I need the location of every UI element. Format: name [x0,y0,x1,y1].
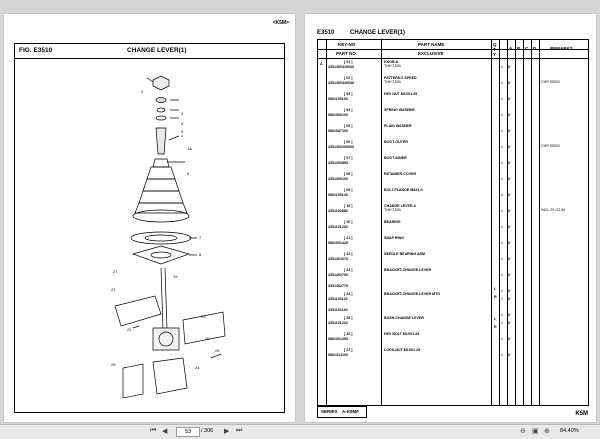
part-number: 9891001420 [328,241,348,245]
applicability-mark: X [508,313,511,317]
part-number: 9891314100 [328,353,348,357]
quantity: 1 [501,113,503,117]
key-no: [ 08 ] [344,172,353,176]
part-number: 3351402770 [328,284,348,288]
side-letter: R [494,295,497,299]
key-no: [ 01 ] [344,60,353,64]
col-line [507,40,511,405]
part-number: 3351300200000 [328,145,354,149]
part-number: 9881001250 [328,337,348,341]
side-letter: L [494,317,497,321]
applicability-mark: X [508,289,511,293]
part-name: NEEDLE BEARING ASM [384,252,425,256]
part-number: 9891105100 [328,97,348,101]
quantity: 1 [501,97,503,101]
part-number: 3351102885 [328,209,348,213]
part-name: PATTERN 6 SPEED [384,76,417,80]
model-tag: <K5M> [272,20,289,26]
part-number: 3351300100 [328,177,348,181]
zoom-level[interactable]: 84.40% [560,428,579,434]
zoom-in-icon[interactable]: ⊕ [544,428,550,435]
applicability-mark: X [508,161,511,165]
part-number: 9891506100 [328,113,348,117]
callout-19: 19 [173,274,178,279]
key-no: [ 05 ] [344,124,353,128]
callout-8: 8 [199,252,202,257]
key-no: [ 22 ] [344,252,353,256]
exploded-diagram [15,58,284,412]
quantity: 1 [501,289,503,293]
applicability-mark: X [508,241,511,245]
callout-23: 23 [201,314,206,319]
callout-24: 24 [195,365,200,370]
parts-table [317,39,589,406]
part-name: RETAINER-COVER [384,172,417,176]
callout-1a: 1A [187,146,192,151]
applicability-mark: X [508,337,511,341]
figure-number: FIG. E3510 [19,47,53,54]
remark: INCL.20~22,80 [541,208,566,212]
quantity: 1 [501,81,503,85]
quantity: 1 [501,273,503,277]
applicability-mark: X [508,113,511,117]
last-page-icon[interactable]: ⏭ [236,427,243,434]
col-line [523,40,524,405]
part-sub: THK*T500 [384,80,401,84]
callout-6: 6 [187,171,190,176]
part-number: 9891105140 [328,193,348,197]
quantity: 1 [501,241,503,245]
col-line [491,40,492,405]
quantity: 1 [501,129,503,133]
part-name: HEX BOLT M10X1.25 [384,332,420,336]
key-no: [ 24 ] [344,292,353,296]
applicability-mark: X [508,145,511,149]
section-title: CHANGE LEVER(1) [350,30,406,36]
part-sub: THK*T500 [384,208,401,212]
col-line [515,40,516,405]
page-number-input[interactable]: 53 [176,427,200,437]
applicability-mark: X [508,225,511,229]
quantity: 1 [501,161,503,165]
callout-22: 22 [127,327,132,332]
col-line [539,40,540,405]
quantity: 1 [501,145,503,149]
col-header-c: C [525,46,529,51]
part-sub: THK*T500 [384,64,401,68]
quantity: 1 [501,313,503,317]
col-header-part-name: PART NAME [418,42,445,47]
quantity: 1 [501,353,503,357]
part-name: BUSH-CHANGE LEVER [384,316,424,320]
col-header-remarks: REMARKS [550,46,573,51]
col-header-exclusive: EXCLUSIVE [418,51,444,56]
col-line [381,40,382,405]
key-no: [ 09 ] [344,188,353,192]
callout-25: 25 [215,348,220,353]
callout-1: 1 [181,133,184,138]
figure-frame [14,43,285,413]
first-page-icon[interactable]: ⏮ [150,427,157,434]
part-number: 9891687100 [328,129,348,133]
part-name: LOCK-NUT M10X1.25 [384,348,421,352]
prev-page-icon[interactable]: ◀ [162,428,168,435]
part-name: HEX NUT M10X1.25 [384,92,418,96]
part-name: SPRING WASHER [384,108,415,112]
applicability-mark: X [508,129,511,133]
quantity: 4 [501,193,503,197]
callout-3: 3 [181,111,184,116]
part-number: 3351101220 [328,321,348,325]
figure-header [15,44,284,59]
part-name: BRACKET-CHANGE LEVER MTG [384,292,441,296]
col-header-y: Y [493,52,497,57]
col-header-key-no: KEY-NO [338,42,356,47]
part-number: 3351300410030 [328,65,354,69]
col-header-d: D [533,46,537,51]
col-header-a: A [509,46,513,51]
key-no: [ 19 ] [344,204,353,208]
quantity: 1 [501,297,503,301]
key-no: [ 07 ] [344,156,353,160]
callout-4: 4 [181,121,184,126]
col-line [531,40,532,405]
callout-27: 27 [113,269,118,274]
key-no: [ 02 ] [344,76,353,80]
series-value: A-K5MF [342,409,359,414]
quantity: 1 [501,209,503,213]
fit-page-icon[interactable]: ▣ [532,428,539,435]
part-name: PLAIN WASHER [384,124,412,128]
quantity: 1 [501,65,503,69]
part-number: 3351101230 [328,225,348,229]
callout-5: 5 [181,129,184,134]
key-no: [ 03 ] [344,92,353,96]
applicability-mark: X [508,257,511,261]
key-no: [ 25 ] [344,316,353,320]
header-bottom-line [318,58,588,59]
part-number: 3351300440038 [328,81,354,85]
col-header-q: Q [493,42,497,47]
quantity: 1 [501,337,503,341]
right-page [305,14,596,422]
key-no: [ 04 ] [344,108,353,112]
key-no: [ 20 ] [344,220,353,224]
zoom-out-icon[interactable]: ⊖ [520,428,526,435]
viewer-toolbar [0,424,600,439]
figure-title: CHANGE LEVER(1) [127,47,187,54]
col-header-b: B [517,46,521,51]
part-name: BOOT-INNER [384,156,407,160]
col-header-part-no: PART NO. [336,51,358,56]
part-number: 3351401670 [328,257,348,261]
series-label: SERIES [321,409,338,414]
callout-2: 2 [141,89,144,94]
applicability-mark: X [508,97,511,101]
page-total: / 306 [201,428,214,434]
section-code: E3510 [317,30,335,36]
key-no: [ 26 ] [344,332,353,336]
series-box [317,406,367,418]
quantity: 1 [501,321,503,325]
part-name: SNAP RING [384,236,404,240]
applicability-mark: X [508,321,511,325]
remark: CHR.00000 [541,80,560,84]
key-no: [ 06 ] [344,140,353,144]
applicability-mark: X [508,65,511,69]
applicability-mark: X [508,353,511,357]
applicability-mark: X [508,81,511,85]
key-no: [ 21 ] [344,236,353,240]
callout-21: 21 [111,287,116,292]
part-number: 3351300850 [328,161,348,165]
side-letter: R [494,325,497,329]
part-name: BRACKET-CHANGE LEVER [384,268,432,272]
quantity: 1 [501,225,503,229]
col-line [499,40,500,405]
applicability-mark: X [508,177,511,181]
callout-26: 26 [111,362,116,367]
quantity: 1 [501,257,503,261]
model-tag-bottom: K5M [575,411,588,417]
quantity: 1 [501,177,503,181]
applicability-mark: X [508,273,511,277]
callout-7: 7 [199,235,202,240]
section-header [317,30,419,36]
applicability-mark: X [508,297,511,301]
part-name: KNOB-A [384,60,399,64]
next-page-icon[interactable]: ▶ [224,428,230,435]
side-letter: A [320,62,323,66]
part-number: 3351101130 [328,308,348,312]
left-page [4,14,295,422]
applicability-mark: X [508,209,511,213]
callout-20: 20 [205,336,210,341]
applicability-mark: X [508,193,511,197]
header-divider [318,49,588,50]
part-name: BOLT-FLANGE M8X1.0 [384,188,423,192]
part-number: 3351101120 [328,297,348,301]
part-name: BEARING [384,220,401,224]
key-no: [ 27 ] [344,348,353,352]
part-number: 3351402760 [328,273,348,277]
part-name: BOOT-OUTER [384,140,408,144]
key-no: [ 23 ] [344,268,353,272]
part-name: CHANGE LEVER A [384,204,417,208]
remark: CHR.00000 [541,144,560,148]
col-header-t: T [493,47,496,52]
side-letter: L [494,287,497,291]
col-line [326,40,327,405]
